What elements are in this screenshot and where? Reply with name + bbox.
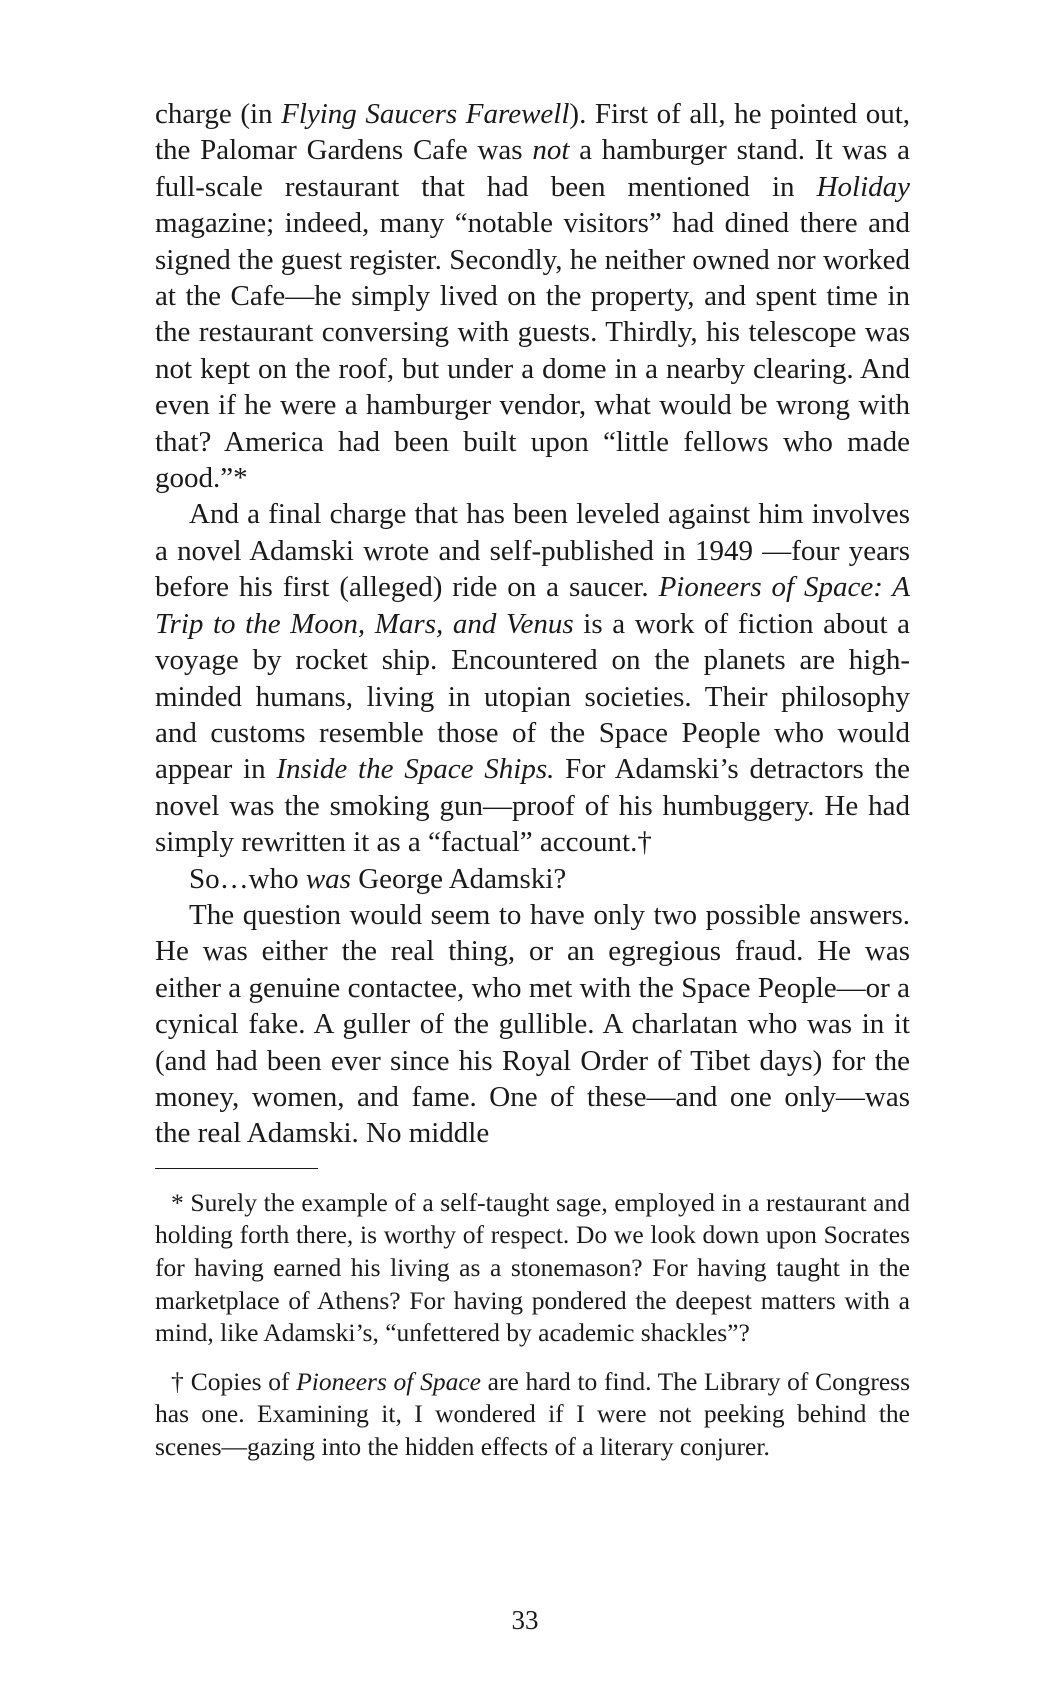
- text-run: is a work of fiction about a voyage by rocket ship. Encountered on the planets are high-minded humans, living in utopian societies. Their philosophy and customs resemble those of the Space People who would appear in: [155, 607, 910, 786]
- book-page: [155, 96, 910, 1480]
- text-run: For Adamski’s detractors the novel was the smoking gun—proof of his humbuggery. He had simply rewritten it as a “factual” account.†: [155, 753, 910, 859]
- footnote-divider: [155, 1168, 318, 1169]
- book-title-italic: Pioneers of Space: [296, 1366, 481, 1396]
- emphasis-italic: was: [305, 862, 351, 895]
- text-run: So…who: [189, 862, 306, 895]
- paragraph-1: [155, 96, 910, 496]
- emphasis-italic: not: [532, 134, 570, 167]
- book-title-italic: Pioneers of Space: A Trip to the Moon, Mars, and Venus: [155, 571, 911, 640]
- text-run: And a final charge that has been leveled against him involves a novel Adamski wrote and self-published in 1949 —four years before his first (alleged) ride on a saucer.: [155, 498, 910, 604]
- book-title-italic: Inside the Space Ships.: [276, 753, 555, 786]
- text-run: are hard to find. The Library of Congress has one. Examining it, I wondered if I were not peeking behind the scenes—gazing into the hidden effects of a literary conjurer.: [155, 1366, 911, 1461]
- footnote-dagger: [155, 1366, 910, 1464]
- text-run: a hamburger stand. It was a full-scale restaurant that had been mentioned in: [155, 134, 910, 203]
- main-text: [155, 96, 910, 1152]
- paragraph-3: [155, 861, 910, 897]
- paragraph-4: The question would seem to have only two possible answers. He was either the real thing, or an egregious fraud. He was either a genuine contactee, who met with the Space People—or a cynical fake. A guller of the gullible. A charlatan who was in it (and had been ever since his Royal Order of Tibet days) for the money, women, and fame. One of these—and one only—was the real Adamski. No middle: [155, 898, 910, 1150]
- text-run: magazine; indeed, many “notable visitors” had dined there and signed the guest register. Secondly, he neither owned nor worked at the Cafe—he simply lived on the property, and spent time in the restaurant conversing with guests. Thirdly, his telescope was not kept on the roof, but under a dome in a nearby clearing. And even if he were a hamburger vendor, what would be wrong with that? America had been built upon “little fellows who made good.”*: [155, 207, 910, 495]
- text-run: George Adamski?: [350, 862, 567, 895]
- page-number: 33: [511, 1605, 539, 1635]
- text-run: charge (in: [155, 98, 282, 130]
- text-run: † Copies of: [171, 1366, 297, 1396]
- magazine-title-italic: Holiday: [816, 170, 910, 203]
- footnotes: [155, 1187, 910, 1464]
- book-title-italic: Flying Saucers Farewell: [281, 98, 570, 130]
- paragraph-2: [155, 496, 910, 860]
- footnote-asterisk: * Surely the example of a self-taught sage, employed in a restaurant and holding forth there, is worthy of respect. Do we look down upon Socrates for having earned his living as a stonemason? For having taught in the marketplace of Athens? For having pondered the deepest matters with a mind, like Adamski’s, “unfettered by academic shackles”?: [155, 1187, 910, 1348]
- text-run: ). First of all, he pointed out, the Palomar Gardens Cafe was: [155, 98, 910, 167]
